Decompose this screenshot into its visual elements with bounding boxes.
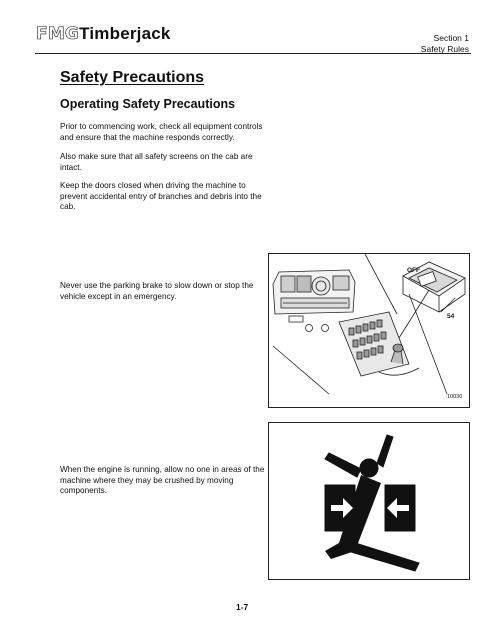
logo-brand-name: Timberjack [79, 24, 171, 43]
page-subtitle: Operating Safety Precautions [60, 97, 236, 111]
paragraph-parking-brake: Never use the parking brake to slow down or stop the vehicle except in an emergency. [60, 281, 254, 301]
page-number: 1-7 [236, 602, 249, 612]
section-label: Section 1 [433, 33, 469, 43]
page-title: Safety Precautions [60, 69, 205, 86]
parking-brake-illustration [268, 253, 470, 408]
crush-hazard-pictogram [268, 422, 470, 580]
paragraph-keep-doors-closed: Keep the doors closed when driving the machine to prevent accidental entry of branches and debris into the cab. [60, 181, 262, 211]
section-heading [421, 33, 469, 55]
callout-number: 54 [447, 313, 455, 320]
company-logo [36, 24, 171, 44]
paragraph-check-controls: Prior to commencing work, check all equipment controls and ensure that the machine responds correctly. [60, 122, 263, 142]
header-divider [35, 53, 471, 54]
figure-code: 10030 [447, 394, 463, 400]
section-title: Safety Rules [420, 44, 469, 54]
dashboard-drawing [269, 254, 469, 407]
paragraph-crush-hazard: When the engine is running, allow no one in areas of the machine where they may be crushed by moving components. [60, 465, 265, 495]
logo-fmg-mark: FMG [36, 24, 80, 44]
paragraph-safety-screens: Also make sure that all safety screens on the cab are intact. [60, 152, 253, 172]
switch-off-label: OFF [407, 267, 420, 274]
crush-hazard-drawing [269, 423, 469, 579]
